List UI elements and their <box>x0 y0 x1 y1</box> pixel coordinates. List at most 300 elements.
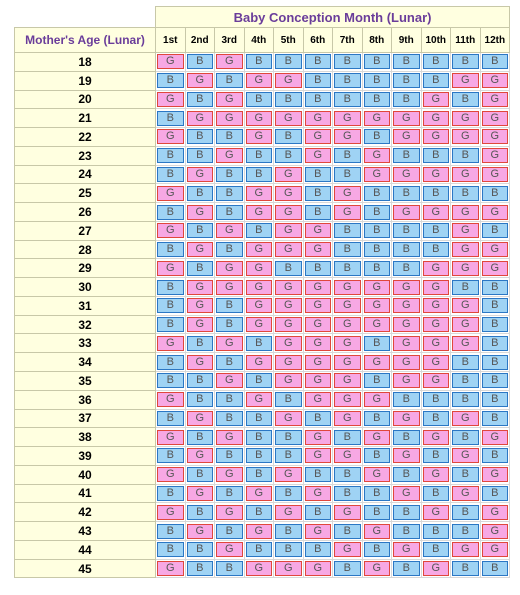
table-row <box>15 146 510 165</box>
gender-label: G <box>393 111 420 126</box>
month-header-6: 6th <box>303 28 333 53</box>
mother-age-cell: 42 <box>15 503 156 522</box>
gender-label: G <box>452 223 479 238</box>
boy-cell <box>392 53 422 72</box>
gender-label: B <box>275 129 302 144</box>
gender-label: B <box>187 336 214 351</box>
boy-cell <box>362 128 392 147</box>
boy-cell <box>451 465 481 484</box>
girl-cell <box>244 240 274 259</box>
girl-cell <box>303 296 333 315</box>
girl-cell <box>303 146 333 165</box>
gender-label: B <box>482 317 509 332</box>
girl-cell <box>333 447 363 466</box>
boy-cell <box>215 390 245 409</box>
girl-cell <box>392 165 422 184</box>
gender-label: B <box>423 524 450 539</box>
gender-label: G <box>423 167 450 182</box>
gender-label: B <box>452 148 479 163</box>
girl-cell <box>451 221 481 240</box>
gender-label: G <box>305 524 332 539</box>
boy-cell <box>274 390 304 409</box>
gender-label: G <box>452 298 479 313</box>
gender-label: B <box>393 73 420 88</box>
boy-cell <box>392 221 422 240</box>
gender-label: B <box>452 505 479 520</box>
boy-cell <box>274 53 304 72</box>
gender-label: B <box>246 336 273 351</box>
boy-cell <box>244 90 274 109</box>
gender-label: B <box>157 355 184 370</box>
gender-label: B <box>305 92 332 107</box>
girl-cell <box>451 484 481 503</box>
boy-cell <box>362 221 392 240</box>
boy-cell <box>303 184 333 203</box>
mother-age-cell: 18 <box>15 53 156 72</box>
girl-cell <box>421 334 451 353</box>
gender-label: G <box>246 261 273 276</box>
girl-cell <box>185 278 215 297</box>
gender-label: G <box>393 336 420 351</box>
boy-cell <box>215 353 245 372</box>
gender-label: G <box>275 336 302 351</box>
gender-label: B <box>246 167 273 182</box>
boy-cell <box>480 372 510 391</box>
table-row <box>15 240 510 259</box>
gender-label: B <box>157 542 184 557</box>
gender-label: G <box>393 373 420 388</box>
gender-label: G <box>216 336 243 351</box>
boy-cell <box>421 447 451 466</box>
mother-age-cell: 33 <box>15 334 156 353</box>
gender-label: G <box>216 430 243 445</box>
boy-cell <box>480 353 510 372</box>
boy-cell <box>215 203 245 222</box>
gender-label: G <box>216 280 243 295</box>
gender-label: B <box>187 54 214 69</box>
boy-cell <box>480 184 510 203</box>
boy-cell <box>274 128 304 147</box>
gender-label: B <box>216 392 243 407</box>
gender-label: B <box>482 186 509 201</box>
girl-cell <box>421 503 451 522</box>
girl-cell <box>333 109 363 128</box>
gender-label: B <box>246 148 273 163</box>
gender-label: G <box>246 561 273 576</box>
boy-cell <box>333 465 363 484</box>
gender-label: G <box>275 205 302 220</box>
gender-label: B <box>393 92 420 107</box>
gender-label: B <box>423 148 450 163</box>
gender-label: B <box>187 261 214 276</box>
gender-label: G <box>423 129 450 144</box>
girl-cell <box>156 465 186 484</box>
gender-label: G <box>393 486 420 501</box>
gender-label: B <box>364 448 391 463</box>
gender-label: B <box>423 54 450 69</box>
gender-label: B <box>423 186 450 201</box>
gender-label: G <box>334 317 361 332</box>
boy-cell <box>451 184 481 203</box>
gender-label: B <box>364 205 391 220</box>
gender-label: B <box>482 561 509 576</box>
gender-label: G <box>246 242 273 257</box>
girl-cell <box>333 372 363 391</box>
girl-cell <box>215 503 245 522</box>
gender-label: G <box>482 205 509 220</box>
gender-label: G <box>157 223 184 238</box>
girl-cell <box>185 165 215 184</box>
gender-label: B <box>157 524 184 539</box>
boy-cell <box>156 278 186 297</box>
boy-cell <box>303 90 333 109</box>
boy-cell <box>244 447 274 466</box>
girl-cell <box>392 334 422 353</box>
gender-label: G <box>187 486 214 501</box>
gender-label: G <box>157 129 184 144</box>
table-row <box>15 559 510 578</box>
girl-cell <box>215 465 245 484</box>
gender-label: B <box>423 242 450 257</box>
gender-label: G <box>216 92 243 107</box>
gender-label: G <box>157 92 184 107</box>
girl-cell <box>303 522 333 541</box>
gender-label: B <box>452 92 479 107</box>
girl-cell <box>392 128 422 147</box>
boy-cell <box>362 409 392 428</box>
gender-label: G <box>393 317 420 332</box>
gender-label: B <box>364 92 391 107</box>
girl-cell <box>215 146 245 165</box>
gender-label: G <box>364 430 391 445</box>
girl-cell <box>480 71 510 90</box>
girl-cell <box>480 428 510 447</box>
boy-cell <box>421 390 451 409</box>
gender-label: G <box>423 430 450 445</box>
gender-label: G <box>246 111 273 126</box>
gender-label: B <box>305 73 332 88</box>
gender-label: G <box>482 505 509 520</box>
gender-label: B <box>452 467 479 482</box>
gender-label: B <box>364 129 391 144</box>
girl-cell <box>156 221 186 240</box>
boy-cell <box>451 353 481 372</box>
gender-label: G <box>482 111 509 126</box>
girl-cell <box>362 109 392 128</box>
gender-label: B <box>305 542 332 557</box>
gender-label: B <box>246 448 273 463</box>
gender-label: B <box>334 242 361 257</box>
boy-cell <box>480 296 510 315</box>
month-header-9: 9th <box>392 28 422 53</box>
girl-cell <box>215 221 245 240</box>
gender-label: G <box>275 355 302 370</box>
girl-cell <box>480 203 510 222</box>
table-row <box>15 409 510 428</box>
gender-label: G <box>423 505 450 520</box>
gender-label: B <box>364 186 391 201</box>
gender-label: B <box>482 54 509 69</box>
boy-cell <box>303 465 333 484</box>
gender-label: G <box>305 486 332 501</box>
gender-label: B <box>216 355 243 370</box>
gender-label: B <box>246 505 273 520</box>
gender-label: G <box>216 223 243 238</box>
gender-label: G <box>334 298 361 313</box>
gender-label: B <box>157 242 184 257</box>
gender-label: G <box>157 561 184 576</box>
girl-cell <box>451 240 481 259</box>
boy-cell <box>185 428 215 447</box>
table-row <box>15 296 510 315</box>
table-row <box>15 522 510 541</box>
mother-age-cell: 32 <box>15 315 156 334</box>
boy-cell <box>480 315 510 334</box>
gender-label: B <box>246 411 273 426</box>
gender-label: B <box>187 186 214 201</box>
gender-label: G <box>305 148 332 163</box>
boy-cell <box>274 259 304 278</box>
gender-label: G <box>305 355 332 370</box>
gender-label: G <box>246 186 273 201</box>
girl-cell <box>451 259 481 278</box>
gender-label: B <box>482 448 509 463</box>
gender-label: G <box>452 336 479 351</box>
gender-label: B <box>334 223 361 238</box>
gender-label: G <box>334 355 361 370</box>
gender-label: B <box>393 430 420 445</box>
gender-label: B <box>423 73 450 88</box>
girl-cell <box>156 184 186 203</box>
boy-cell <box>421 146 451 165</box>
table-row <box>15 540 510 559</box>
gender-label: B <box>423 542 450 557</box>
boy-cell <box>185 221 215 240</box>
mother-age-cell: 35 <box>15 372 156 391</box>
gender-label: B <box>157 205 184 220</box>
gender-label: G <box>305 129 332 144</box>
gender-label: G <box>482 542 509 557</box>
gender-label: B <box>393 148 420 163</box>
boy-cell <box>215 315 245 334</box>
girl-cell <box>480 165 510 184</box>
boy-cell <box>421 53 451 72</box>
table-row <box>15 221 510 240</box>
month-header-12: 12th <box>480 28 510 53</box>
gender-label: G <box>157 261 184 276</box>
gender-label: B <box>187 392 214 407</box>
gender-label: B <box>393 242 420 257</box>
gender-label: G <box>246 73 273 88</box>
gender-label: G <box>216 373 243 388</box>
boy-cell <box>156 71 186 90</box>
mother-age-cell: 39 <box>15 447 156 466</box>
girl-cell <box>303 390 333 409</box>
girl-cell <box>274 109 304 128</box>
gender-label: G <box>393 298 420 313</box>
gender-label: G <box>452 129 479 144</box>
gender-label: B <box>275 486 302 501</box>
girl-cell <box>392 372 422 391</box>
gender-label: B <box>393 505 420 520</box>
table-row <box>15 109 510 128</box>
gender-label: G <box>275 317 302 332</box>
girl-cell <box>421 315 451 334</box>
girl-cell <box>274 165 304 184</box>
gender-label: B <box>305 186 332 201</box>
gender-label: B <box>334 92 361 107</box>
boy-cell <box>185 53 215 72</box>
table-row <box>15 71 510 90</box>
boy-cell <box>156 240 186 259</box>
table-row <box>15 447 510 466</box>
boy-cell <box>362 447 392 466</box>
boy-cell <box>244 503 274 522</box>
girl-cell <box>185 203 215 222</box>
girl-cell <box>185 109 215 128</box>
table-row <box>15 428 510 447</box>
gender-label: B <box>157 148 184 163</box>
gender-label: G <box>157 186 184 201</box>
gender-label: B <box>364 54 391 69</box>
month-header-4: 4th <box>244 28 274 53</box>
mother-age-cell: 38 <box>15 428 156 447</box>
gender-label: G <box>452 111 479 126</box>
gender-label: G <box>452 261 479 276</box>
gender-label: G <box>305 280 332 295</box>
boy-cell <box>303 203 333 222</box>
gender-label: B <box>482 392 509 407</box>
girl-cell <box>156 53 186 72</box>
gender-label: B <box>187 467 214 482</box>
boy-cell <box>362 259 392 278</box>
gender-label: G <box>157 336 184 351</box>
mother-age-cell: 40 <box>15 465 156 484</box>
gender-label: B <box>246 467 273 482</box>
girl-cell <box>362 296 392 315</box>
gender-label: B <box>187 223 214 238</box>
gender-label: G <box>482 167 509 182</box>
month-header-11: 11th <box>451 28 481 53</box>
boy-cell <box>156 409 186 428</box>
gender-label: G <box>423 111 450 126</box>
gender-label: B <box>157 298 184 313</box>
gender-label: B <box>216 205 243 220</box>
girl-cell <box>156 559 186 578</box>
gender-label: G <box>334 280 361 295</box>
boy-cell <box>392 390 422 409</box>
gender-label: G <box>334 129 361 144</box>
boy-cell <box>156 447 186 466</box>
gender-label: G <box>423 205 450 220</box>
gender-label: G <box>275 73 302 88</box>
gender-label: G <box>452 205 479 220</box>
gender-label: B <box>275 148 302 163</box>
gender-label: G <box>334 186 361 201</box>
boy-cell <box>451 53 481 72</box>
boy-cell <box>185 90 215 109</box>
gender-label: B <box>275 430 302 445</box>
gender-label: G <box>275 242 302 257</box>
gender-label: G <box>275 561 302 576</box>
gender-label: G <box>305 317 332 332</box>
gender-label: G <box>275 467 302 482</box>
gender-label: G <box>334 542 361 557</box>
girl-cell <box>185 409 215 428</box>
gender-label: G <box>423 317 450 332</box>
gender-label: B <box>482 280 509 295</box>
gender-label: G <box>482 129 509 144</box>
girl-cell <box>303 559 333 578</box>
gender-label: G <box>246 298 273 313</box>
gender-label: B <box>393 467 420 482</box>
gender-label: B <box>157 111 184 126</box>
boy-cell <box>333 71 363 90</box>
mother-age-cell: 34 <box>15 353 156 372</box>
gender-label: B <box>187 561 214 576</box>
boy-cell <box>185 372 215 391</box>
mother-age-cell: 29 <box>15 259 156 278</box>
boy-cell <box>480 409 510 428</box>
boy-cell <box>303 540 333 559</box>
gender-label: B <box>187 542 214 557</box>
girl-cell <box>392 447 422 466</box>
gender-label: B <box>334 430 361 445</box>
boy-cell <box>362 53 392 72</box>
girl-cell <box>303 334 333 353</box>
gender-label: B <box>157 486 184 501</box>
girl-cell <box>274 184 304 203</box>
gender-label: G <box>275 373 302 388</box>
gender-label: B <box>393 54 420 69</box>
table-row <box>15 259 510 278</box>
gender-label: B <box>482 223 509 238</box>
girl-cell <box>421 559 451 578</box>
boy-cell <box>185 259 215 278</box>
girl-cell <box>392 409 422 428</box>
mother-age-cell: 28 <box>15 240 156 259</box>
boy-cell <box>244 334 274 353</box>
gender-label: B <box>423 392 450 407</box>
gender-label: G <box>216 505 243 520</box>
table-row <box>15 90 510 109</box>
girl-cell <box>274 221 304 240</box>
boy-cell <box>421 240 451 259</box>
girl-cell <box>392 203 422 222</box>
boy-cell <box>362 184 392 203</box>
gender-label: G <box>364 317 391 332</box>
boy-cell <box>421 184 451 203</box>
gender-label: B <box>305 505 332 520</box>
gender-label: B <box>364 373 391 388</box>
gender-label: B <box>216 186 243 201</box>
gender-label: B <box>187 92 214 107</box>
girl-cell <box>274 503 304 522</box>
gender-label: G <box>452 73 479 88</box>
mother-age-cell: 36 <box>15 390 156 409</box>
girl-cell <box>244 128 274 147</box>
gender-label: G <box>334 448 361 463</box>
gender-label: G <box>275 223 302 238</box>
boy-cell <box>451 559 481 578</box>
boy-cell <box>451 390 481 409</box>
gender-label: G <box>275 280 302 295</box>
boy-cell <box>480 390 510 409</box>
boy-cell <box>185 184 215 203</box>
boy-cell <box>392 184 422 203</box>
gender-label: G <box>246 280 273 295</box>
gender-label: G <box>482 261 509 276</box>
